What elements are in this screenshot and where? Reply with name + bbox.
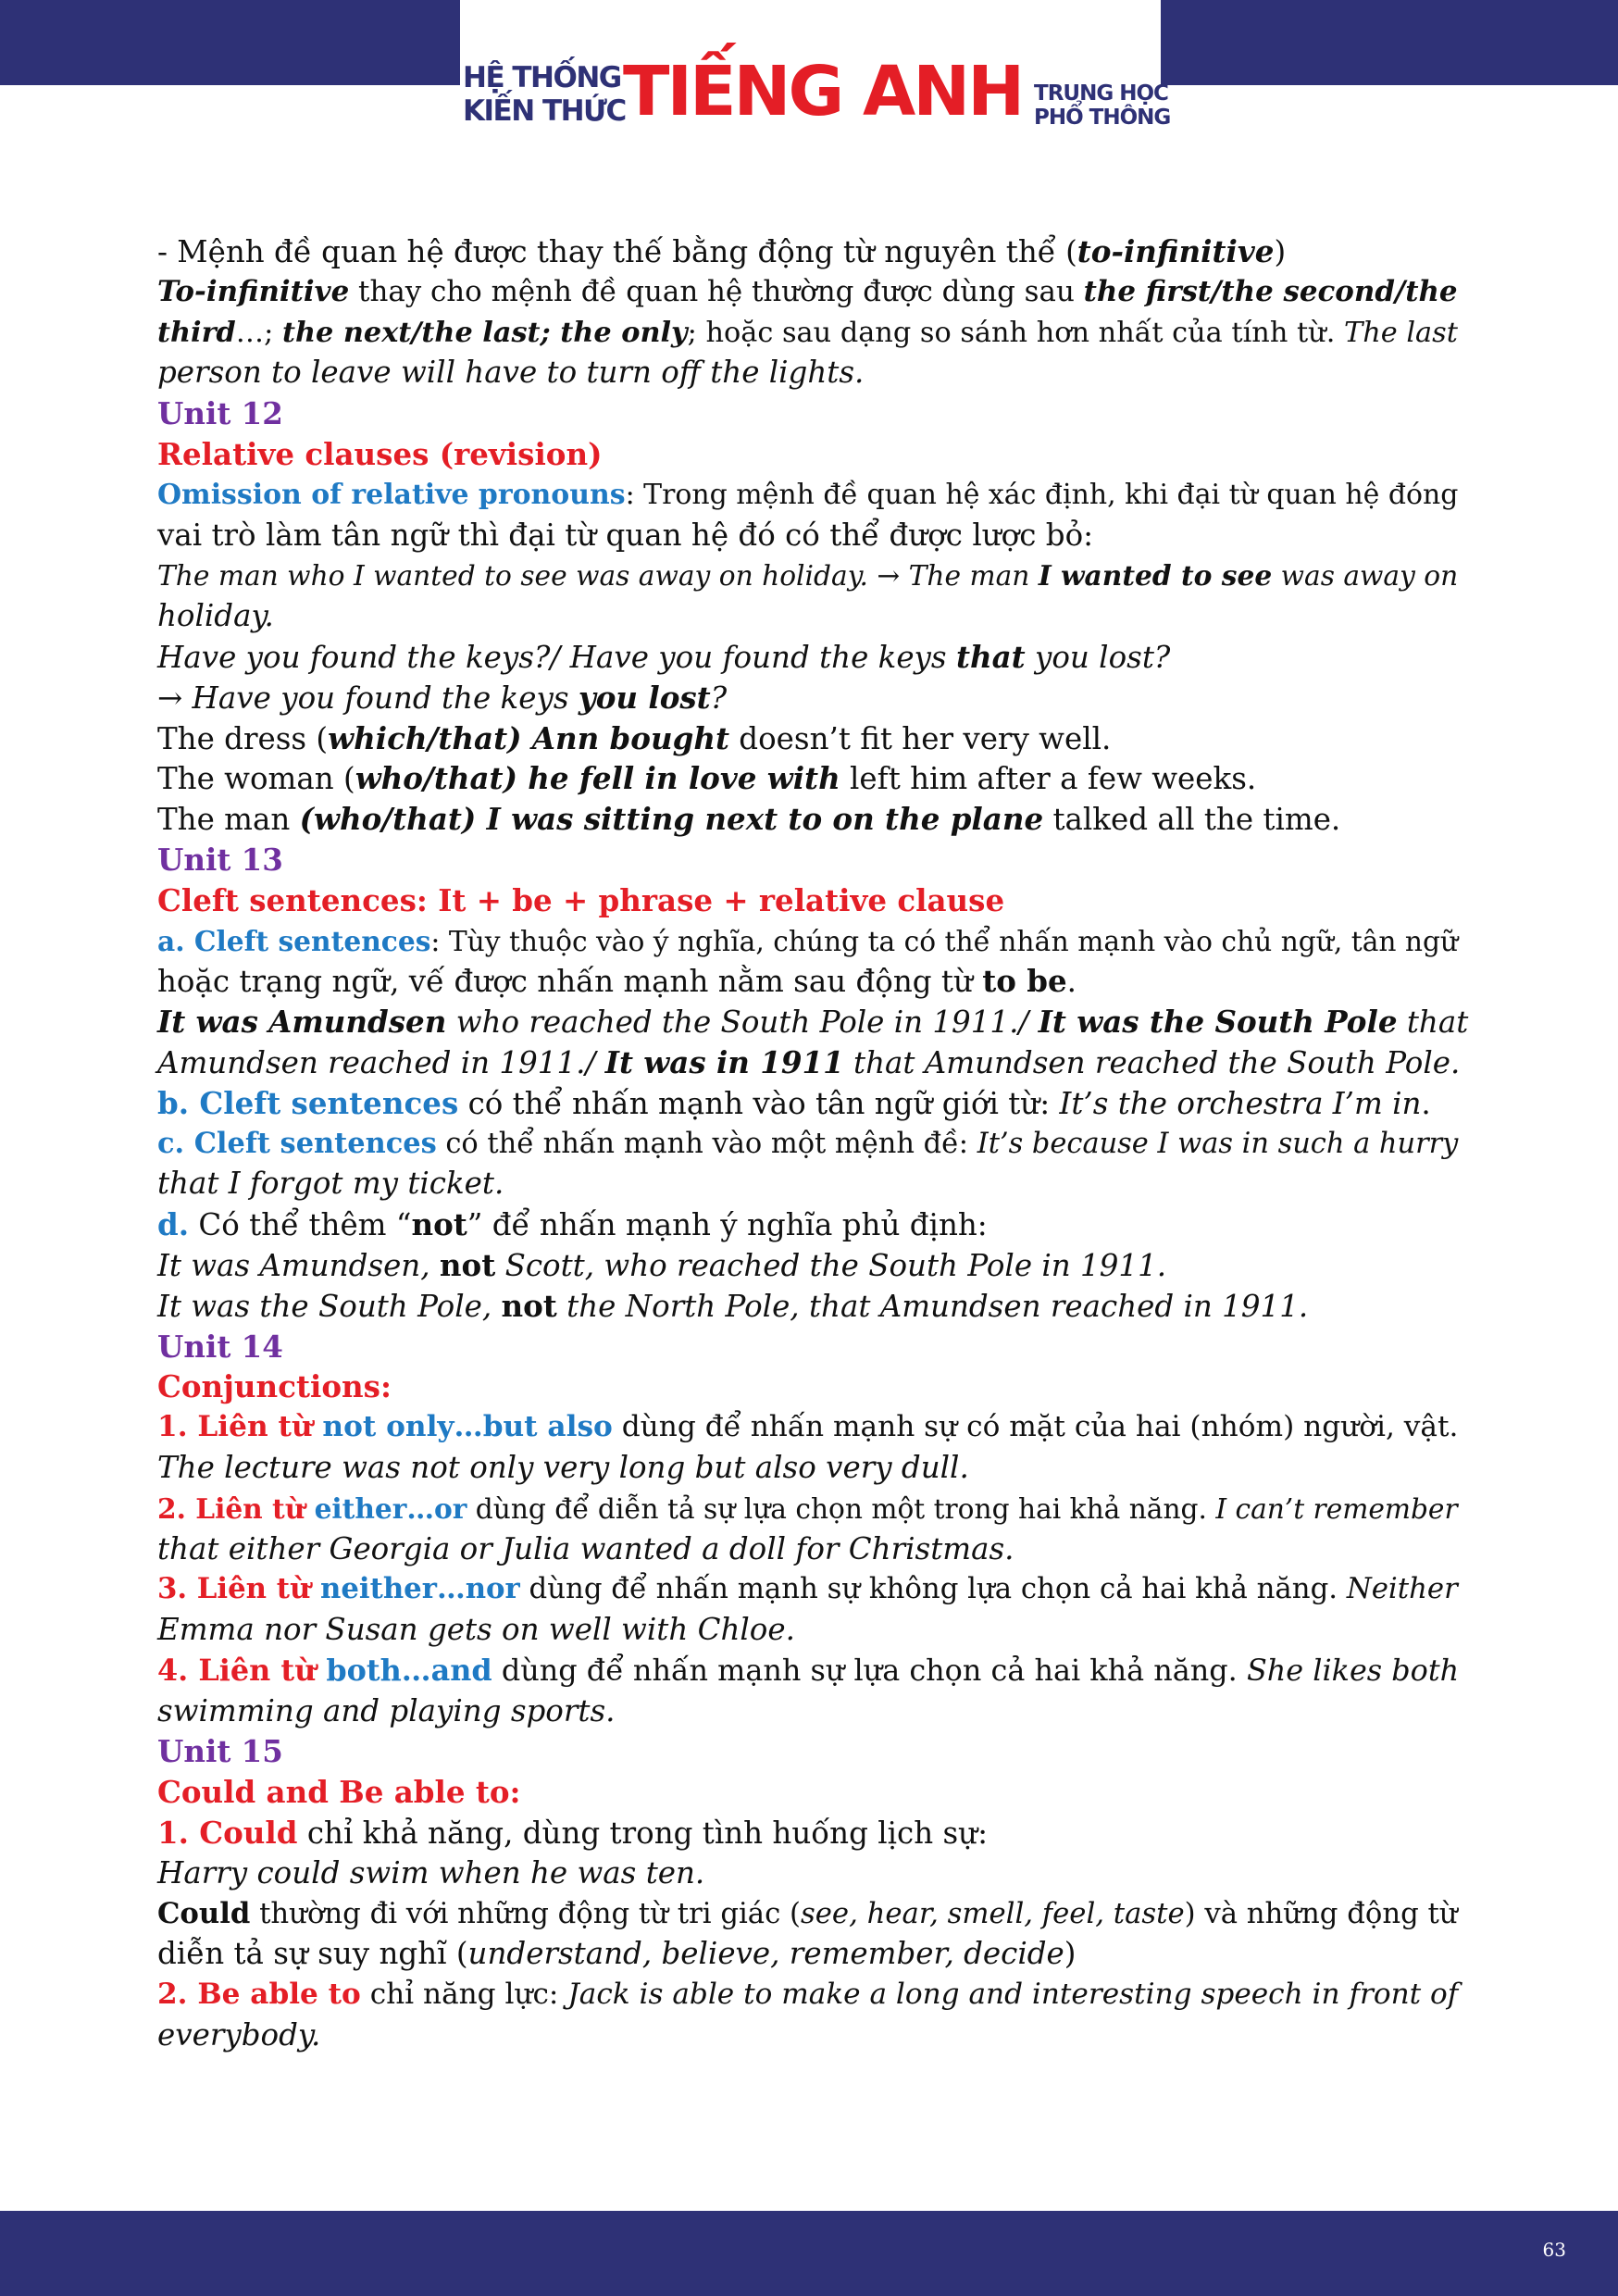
text-segment: Relative clauses (revision) [157, 435, 603, 472]
text-segment: Could and Be able to: [157, 1774, 521, 1811]
text-segment: có thể nhấn mạnh vào một mệnh đề: [436, 1127, 977, 1160]
text-line [157, 1489, 1472, 1529]
text-segment: Neither [1346, 1572, 1458, 1606]
document-body [157, 231, 1472, 2056]
text-segment: chỉ khả năng, dùng trong tình huống lịch sự: [297, 1816, 989, 1852]
text-segment: : Trong mệnh đề quan hệ xác định, khi đại từ quan hệ đóng [625, 478, 1459, 511]
text-segment: 2. Liên từ [157, 1491, 315, 1525]
header-bar-right [1161, 0, 1618, 85]
text-segment: b. Cleft sentences [157, 1084, 459, 1121]
text-segment: c. Cleft sentences [157, 1126, 437, 1160]
text-line [157, 799, 1472, 840]
text-line [157, 718, 1472, 759]
text-segment: third [157, 316, 236, 349]
text-segment: hoặc trạng ngữ, vế được nhấn mạnh nằm sau động từ [157, 964, 983, 1000]
text-segment: 2. Be able to [157, 1978, 361, 2012]
text-segment: chỉ năng lực: [360, 1978, 568, 2012]
text-segment: Unit 15 [157, 1733, 283, 1770]
header-title: TIẾNG ANH [623, 52, 1023, 131]
text-line [157, 1124, 1472, 1165]
header-bar-left [0, 0, 460, 85]
text-line [157, 921, 1472, 962]
text-line [157, 313, 1472, 354]
text-line [157, 596, 1472, 637]
text-line [157, 1407, 1472, 1448]
text-line [157, 1002, 1472, 1042]
header-right-line1: TRUNG HỌC [1034, 81, 1168, 106]
text-line [157, 1934, 1472, 1975]
text-line [157, 1245, 1472, 1286]
text-line [157, 1610, 1472, 1651]
text-segment: was away on [1272, 559, 1459, 593]
text-segment: that either Georgia or Julia wanted a doll for Christmas. [157, 1530, 1014, 1566]
text-line [157, 2015, 1472, 2056]
text-segment: diễn tả sự suy nghĩ ( [157, 1936, 468, 1972]
text-segment: neither…nor [320, 1572, 520, 1606]
text-segment: Unit 13 [157, 841, 283, 878]
text-segment: d. [157, 1206, 190, 1243]
text-segment: ; hoặc sau dạng so sánh hơn nhất của tính từ. [687, 316, 1344, 349]
text-line [157, 1853, 1472, 1894]
text-segment: Unit 14 [157, 1328, 283, 1365]
text-segment: The woman ( [157, 761, 355, 797]
text-segment: Omission of relative pronouns [157, 478, 626, 511]
text-segment: vai trò làm tân ngữ thì đại từ quan hệ đó có thể được lược bỏ: [157, 517, 1094, 553]
text-segment: not [411, 1206, 467, 1243]
text-segment: …; [235, 316, 282, 349]
text-line [157, 1529, 1472, 1570]
text-segment: you lost? [1025, 639, 1171, 675]
text-segment: It was in 1911 [604, 1043, 844, 1080]
text-line [157, 1204, 1472, 1245]
text-segment: that [1397, 1004, 1469, 1041]
text-line [157, 272, 1472, 313]
text-segment: - Mệnh đề quan hệ được thay thế bằng động từ nguyên thể ( [157, 234, 1077, 269]
text-segment: that [955, 638, 1026, 675]
text-line [157, 1691, 1472, 1732]
text-segment: ” để nhấn mạnh ý nghĩa phủ định: [467, 1207, 988, 1243]
text-segment: to be [982, 963, 1067, 1000]
text-line [157, 353, 1472, 393]
text-line [157, 1569, 1472, 1610]
footer-bar [0, 2211, 1618, 2296]
text-segment: Jack is able to make a long and interesting speech in front of [567, 1978, 1459, 2012]
text-segment: the next/the last; the only [281, 316, 688, 349]
text-segment: the first/the second/the [1083, 274, 1458, 308]
text-segment: To-infinitive [157, 274, 350, 308]
text-segment: the North Pole, that Amundsen reached in 1911. [556, 1288, 1309, 1324]
text-segment: Emma nor Susan gets on well with Chloe. [157, 1612, 795, 1648]
header-left-line1: HỆ THỐNG [463, 61, 621, 94]
text-segment: holiday. [157, 598, 274, 634]
text-segment: : Tùy thuộc vào ý nghĩa, chúng ta có thể nhấn mạnh vào chủ ngữ, tân ngữ [430, 924, 1459, 957]
text-segment: left him after a few weeks. [840, 761, 1257, 797]
text-segment: to-infinitive [1077, 233, 1275, 269]
text-segment: who reached the South Pole in 1911./ [446, 1004, 1039, 1041]
text-segment: có thể nhấn mạnh vào tân ngữ giới từ: [458, 1085, 1060, 1121]
text-segment: ) [1064, 1936, 1077, 1972]
text-segment: Scott, who reached the South Pole in 1911. [495, 1247, 1167, 1283]
text-segment: Amundsen reached in 1911./ [157, 1044, 605, 1080]
text-line [157, 1651, 1472, 1691]
header-right-text [1034, 81, 1170, 130]
text-line [157, 1975, 1472, 2015]
text-line [157, 1813, 1472, 1853]
text-segment: dùng để nhấn mạnh sự không lựa chọn cả hai khả năng. [519, 1572, 1347, 1606]
text-segment: ) và những động từ [1184, 1897, 1458, 1930]
text-segment: I wanted to see [1038, 559, 1273, 593]
text-segment: Cleft sentences: It + be + phrase + relative clause [157, 881, 1005, 918]
text-segment: ? [710, 680, 728, 716]
text-segment: both…and [326, 1652, 492, 1688]
text-line [157, 758, 1472, 799]
text-line [157, 637, 1472, 678]
text-segment: either…or [314, 1491, 467, 1525]
text-segment: dùng để diễn tả sự lựa chọn một trong hai khả năng. [467, 1491, 1216, 1525]
text-segment: I can’t remember [1215, 1491, 1458, 1525]
text-segment: see, hear, smell, feel, taste [801, 1897, 1185, 1930]
text-segment: a. Cleft sentences [157, 924, 431, 957]
text-segment: 4. Liên từ [157, 1652, 327, 1688]
text-segment: ) [1274, 234, 1287, 269]
text-segment: that I forgot my ticket. [157, 1166, 504, 1202]
text-line [157, 393, 1472, 434]
text-segment: not only…but also [322, 1410, 613, 1444]
text-segment: person to leave will have to turn off the lights. [157, 355, 865, 391]
text-line [157, 678, 1472, 718]
header-right-line2: PHỔ THÔNG [1034, 106, 1171, 130]
text-segment: Có thể thêm “ [189, 1207, 412, 1243]
text-segment: Have you found the keys?/ Have you found the keys [157, 639, 956, 675]
text-segment: The man who I wanted to see was away on holiday. → The man [157, 559, 1039, 593]
text-segment: thường đi với những động từ tri giác ( [250, 1897, 802, 1930]
text-segment: you lost [578, 679, 711, 716]
text-segment: It’s the orchestra I’m in [1059, 1085, 1422, 1121]
text-line [157, 1448, 1472, 1489]
text-segment: thay cho mệnh đề quan hệ thường được dùng sau [349, 274, 1084, 308]
text-segment: The last [1344, 316, 1458, 349]
text-segment: It was the South Pole [1038, 1004, 1398, 1041]
header-logo [460, 52, 1171, 148]
text-line [157, 1042, 1472, 1083]
text-segment: Could [157, 1896, 251, 1930]
text-segment: which/that) Ann bought [328, 719, 729, 756]
text-segment: 3. Liên từ [157, 1572, 321, 1606]
text-line [157, 1286, 1472, 1327]
text-segment: 1. Could [157, 1815, 298, 1852]
text-segment: 1. Liên từ [157, 1410, 323, 1444]
text-line [157, 555, 1472, 596]
text-line [157, 516, 1472, 556]
text-segment: . [1421, 1085, 1431, 1121]
text-line [157, 961, 1472, 1002]
text-line [157, 880, 1472, 921]
text-segment: swimming and playing sports. [157, 1692, 616, 1728]
text-line [157, 1894, 1472, 1935]
text-line [157, 1083, 1472, 1124]
text-segment: dùng để nhấn mạnh sự có mặt của hai (nhóm) người, vật. [612, 1410, 1459, 1444]
text-segment: The dress ( [157, 720, 329, 756]
header-left-line2: KIẾN THỨC [463, 94, 626, 128]
text-segment: that Amundsen reached the South Pole. [843, 1044, 1461, 1080]
text-segment: doesn’t fit her very well. [728, 720, 1112, 756]
text-segment: everybody. [157, 2017, 321, 2053]
text-segment: Conjunctions: [157, 1368, 392, 1405]
text-segment: talked all the time. [1043, 802, 1341, 838]
text-line [157, 475, 1472, 516]
text-line [157, 1327, 1472, 1367]
text-segment: (who/that) I was sitting next to on the plane [299, 801, 1044, 838]
text-segment: → Have you found the keys [157, 680, 579, 716]
text-segment: dùng để nhấn mạnh sự lựa chọn cả hai khả năng. [492, 1652, 1247, 1688]
text-segment: It’s because I was in such a hurry [977, 1127, 1459, 1160]
text-segment: understand, believe, remember, decide [467, 1936, 1064, 1972]
text-segment: not [439, 1246, 496, 1283]
text-line [157, 1772, 1472, 1813]
text-line [157, 1164, 1472, 1204]
text-segment: not [501, 1287, 557, 1324]
text-segment: who/that) he fell in love with [355, 760, 840, 797]
text-segment: It was the South Pole, [157, 1288, 502, 1324]
text-segment: It was Amundsen, [157, 1247, 440, 1283]
header-left-text [463, 61, 626, 128]
page-number: 63 [1542, 2239, 1566, 2261]
text-line [157, 434, 1472, 475]
text-segment: Unit 12 [157, 395, 283, 432]
text-line [157, 840, 1472, 880]
text-segment: Harry could swim when he was ten. [157, 1854, 705, 1890]
text-segment: She likes both [1246, 1652, 1460, 1688]
text-segment: It was Amundsen [157, 1004, 447, 1041]
text-segment: The lecture was not only very long but also very dull. [157, 1449, 969, 1485]
text-line [157, 1366, 1472, 1407]
text-line [157, 231, 1472, 272]
text-line [157, 1731, 1472, 1772]
text-segment: The man [157, 802, 300, 838]
text-segment: . [1066, 964, 1077, 1000]
